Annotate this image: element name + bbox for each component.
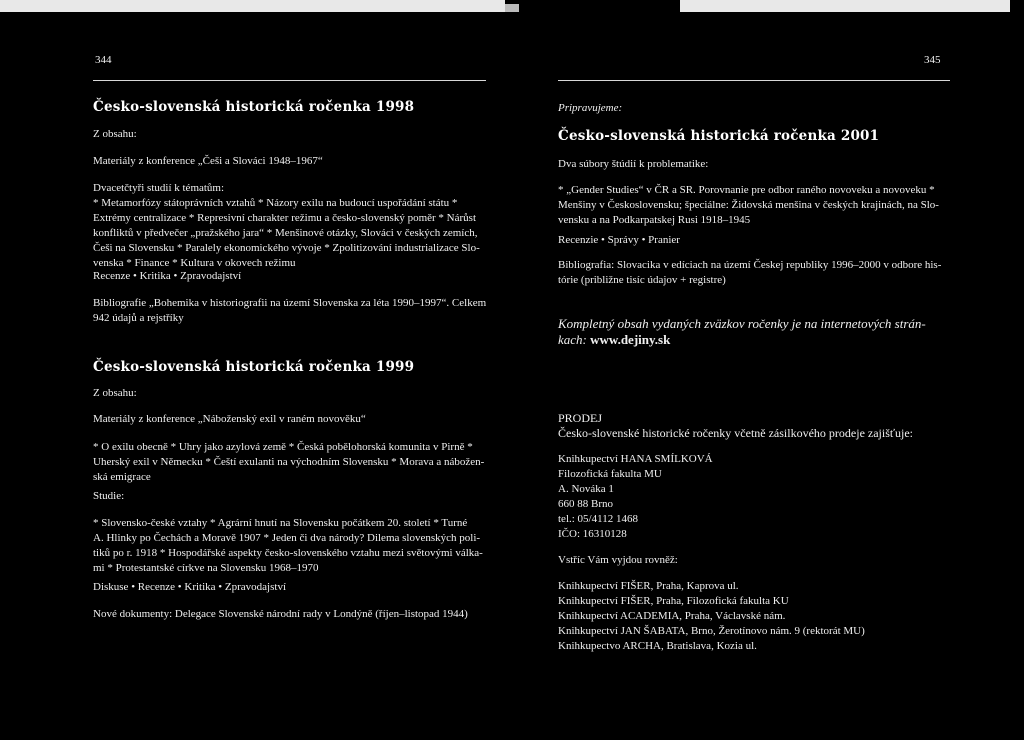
header-rule-left: [93, 80, 486, 81]
topics-line: venska * Finance * Kultura v okovech režimu: [93, 257, 296, 269]
section-1999-new-docs: Nové dokumenty: Delegace Slovenské národní rady v Londýně (říjen–listopad 1944): [93, 608, 468, 620]
section-1999-studie: [93, 516, 488, 576]
section-1998-title: Česko-slovenská historická ročenka 1998: [93, 99, 415, 115]
section-1999-studie-label: Studie:: [93, 490, 125, 502]
online-line: Kompletný obsah vydaných zväzkov ročenky je na internetových strán-: [558, 316, 926, 331]
seller-address: [558, 452, 958, 542]
section-1999-sections: Diskuse • Recenze • Kritika • Zpravodajství: [93, 581, 286, 593]
section-1999: [93, 360, 488, 375]
shop-item: Knihkupectví ACADEMIA, Praha, Václavské nám.: [558, 610, 786, 622]
shop-item: Knihkupectví FIŠER, Praha, Filozofická fakulta KU: [558, 595, 789, 607]
topics-line: Uherský exil v Německu * Čeští exulanti na východním Slovensku * Morava a nábožen-: [93, 456, 485, 468]
shop-item: Knihkupectví FIŠER, Praha, Kaprova ul.: [558, 580, 739, 592]
online-contents: [558, 316, 958, 348]
topics-line: Extrémy centralizace * Represivní charakter režimu a česko-slovenský poměr * Nárůst: [93, 212, 477, 224]
topics-line: ská emigrace: [93, 471, 151, 483]
topics-intro: Dvacetčtyři studií k tématům:: [93, 182, 225, 194]
studie-line: mi * Protestantské církve na Slovensku 1968–1970: [93, 562, 319, 574]
section-2001: [558, 129, 958, 144]
website-link[interactable]: www.dejiny.sk: [590, 332, 671, 347]
section-1999-topics: [93, 440, 488, 485]
shop-item: Knihkupectvo ARCHA, Bratislava, Kozia ul.: [558, 640, 757, 652]
topics-line: Menšiny v Československu; špeciálne: Židovská menšina v českých krajinách, na Slo-: [558, 199, 939, 211]
section-1998: [93, 100, 488, 115]
section-1998-z-obsahu: Z obsahu:: [93, 128, 137, 140]
studie-line: * Slovensko-české vztahy * Agrární hnutí na Slovensku počátkem 20. století * Turné: [93, 517, 468, 529]
scan-edge-right: [680, 0, 1010, 12]
online-line: kach:: [558, 332, 591, 347]
prodej-label: PRODEJ: [558, 411, 603, 425]
topics-line: * Metamorfózy státoprávních vztahů * Názory exilu na budoucí uspořádání státu *: [93, 197, 458, 209]
biblio-line: tórie (približne tisíc údajov + registre): [558, 274, 726, 286]
preparing-label: Pripravujeme:: [558, 102, 623, 114]
section-1999-materials: Materiály z konference „Náboženský exil v raném novověku“: [93, 413, 366, 425]
section-2001-topics: [558, 183, 958, 228]
page-number-left: 344: [95, 54, 112, 66]
address-line: Filozofická fakulta MU: [558, 468, 662, 480]
section-1998-materials: Materiály z konference „Češi a Slováci 1948–1967“: [93, 155, 323, 167]
biblio-line: Bibliografia: Slovacika v edíciach na území Českej republiky 1996–2000 v odbore his-: [558, 259, 942, 271]
section-2001-sections: Recenzie • Správy • Pranier: [558, 234, 680, 246]
section-2001-bibliography: [558, 258, 958, 288]
topics-line: konfliktů v předvečer „pražského jara“ * Menšinové otázky, Slováci v českých zemích,: [93, 227, 478, 239]
address-line: IČO: 16310128: [558, 528, 627, 540]
welcome-text: Vstříc Vám vyjdou rovněž:: [558, 554, 678, 566]
topics-line: * „Gender Studies“ v ČR a SR. Porovnanie pre odbor raného novoveku a novoveku *: [558, 184, 935, 196]
topics-line: Češi na Slovensku * Paralely ekonomického vývoje * Zpolitizování industrializace Slo-: [93, 242, 480, 254]
scan-edge-gap: [505, 4, 519, 12]
sales-section: [558, 411, 958, 441]
section-1998-topics: [93, 181, 488, 271]
studie-line: A. Hlinky po Čechách a Moravě 1907 * Jeden či dva národy? Dilema slovenských poli-: [93, 532, 481, 544]
topics-line: vensku a na Podkarpatskej Rusi 1918–1945: [558, 214, 751, 226]
shop-list: [558, 579, 958, 654]
section-1998-bibliography: [93, 296, 488, 326]
section-2001-title: Česko-slovenská historická ročenka 2001: [558, 128, 880, 144]
page-number-right: 345: [924, 54, 941, 66]
address-line: tel.: 05/4112 1468: [558, 513, 638, 525]
address-line: A. Nováka 1: [558, 483, 614, 495]
online-line-2: [558, 332, 958, 348]
biblio-line: 942 údajů a rejstříky: [93, 312, 184, 324]
address-line: 660 88 Brno: [558, 498, 613, 510]
section-1998-sections: Recenze • Kritika • Zpravodajství: [93, 270, 242, 282]
prodej-text: Česko-slovenské historické ročenky včetně zásilkového prodeje zajišťuje:: [558, 426, 914, 440]
studie-line: tiků po r. 1918 * Hospodářské aspekty česko-slovenského vztahu mezi světovými válka-: [93, 547, 483, 559]
section-2001-subtitle: Dva súbory štúdií k problematike:: [558, 158, 709, 170]
address-line: Knihkupectví HANA SMÍLKOVÁ: [558, 453, 713, 465]
header-rule-right: [558, 80, 950, 81]
section-1999-title: Česko-slovenská historická ročenka 1999: [93, 359, 415, 375]
scan-edge-left: [0, 0, 505, 12]
section-1999-z-obsahu: Z obsahu:: [93, 387, 137, 399]
topics-line: * O exilu obecně * Uhry jako azylová země * Česká pobělohorská komunita v Pirně *: [93, 441, 473, 453]
biblio-line: Bibliografie „Bohemika v historiografii na území Slovenska za léta 1990–1997“. Celkem: [93, 297, 487, 309]
shop-item: Knihkupectví JAN ŠABATA, Brno, Žerotínovo nám. 9 (rektorát MU): [558, 625, 865, 637]
